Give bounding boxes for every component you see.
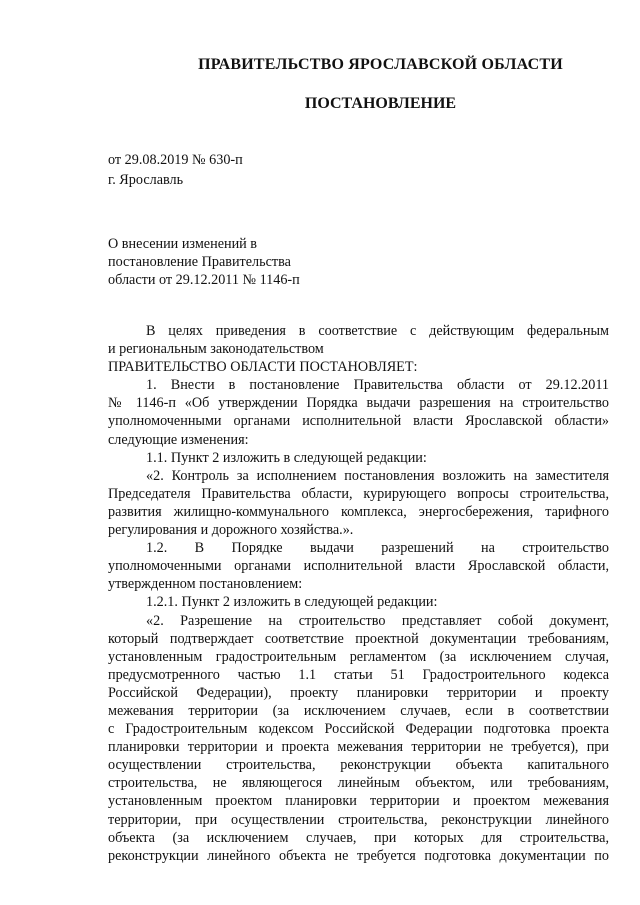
body-line: 1.2.1. Пункт 2 изложить в следующей редакции:: [146, 594, 438, 611]
government-title: ПРАВИТЕЛЬСТВО ЯРОСЛАВСКОЙ ОБЛАСТИ: [198, 56, 563, 73]
body-line: Председателя Правительства области, курирующего вопросы строительства,: [108, 485, 609, 502]
document-type: ПОСТАНОВЛЕНИЕ: [304, 95, 457, 112]
body-line: Российской Федерации), проекту планировки территории и проекту: [108, 684, 609, 701]
body-line: объекта (за исключением случаев, при которых для строительства,: [108, 829, 609, 846]
body-line: уполномоченными органами исполнительной власти Ярославской области,: [108, 558, 609, 575]
body-line: территории, при осуществлении строительства, реконструкции линейного: [108, 811, 609, 828]
body-line: развития жилищно-коммунального комплекса, энергосбережения, тарифного: [108, 503, 609, 520]
body-line: осуществлении строительства, реконструкции объекта капитального: [108, 757, 609, 774]
body-line: утвержденном постановлением:: [108, 576, 303, 593]
body-line: уполномоченными органами исполнительной власти Ярославской области»: [108, 413, 609, 430]
body-line: строительства, не являющегося линейным объектом, или требованиям,: [108, 775, 609, 792]
document-meta: [108, 150, 243, 190]
document-subject: [108, 235, 300, 289]
body-line: 1.1. Пункт 2 изложить в следующей редакции:: [146, 449, 427, 466]
body-line: № 1146-п «Об утверждении Порядка выдачи разрешения на строительство: [108, 395, 609, 412]
date-number: от 29.08.2019 № 630-п: [108, 152, 243, 168]
body-line: который подтверждает соответствие проектной документации требованиям,: [108, 630, 609, 647]
city: г. Ярославль: [108, 172, 184, 188]
body-line: с Градостроительным кодексом Российской Федерации подготовка проекта: [108, 721, 609, 738]
body-line: В целях приведения в соответствие с действующим федеральным: [146, 323, 609, 339]
body-line: реконструкции линейного объекта не требуется подготовка документации по: [108, 847, 609, 864]
body-line: установленным проектом планировки территории и проектом межевания: [108, 793, 609, 810]
subject-line: О внесении изменений в: [108, 236, 258, 252]
body-line: регулирования и дорожного хозяйства.».: [108, 522, 354, 539]
body-line: «2. Разрешение на строительство представляет собой документ,: [146, 612, 609, 629]
body-line: «2. Контроль за исполнением постановления возложить на заместителя: [146, 467, 609, 484]
body-line: следующие изменения:: [108, 431, 249, 448]
body-line: ПРАВИТЕЛЬСТВО ОБЛАСТИ ПОСТАНОВЛЯЕТ:: [108, 359, 418, 376]
subject-line: постановление Правительства: [108, 254, 291, 270]
body-line: межевания территории (за исключением случаев, если в соответствии: [108, 702, 609, 719]
subject-line: области от 29.12.2011 № 1146-п: [108, 272, 300, 288]
body-line: планировки территории и проекта межевания территории не требуется), при: [108, 739, 609, 756]
body-line: установленным градостроительным регламентом (за исключением случая,: [108, 648, 609, 665]
body-line: 1.2. В Порядке выдачи разрешений на строительство: [146, 540, 609, 557]
document-body: [108, 322, 609, 865]
body-line: предусмотренного частью 1.1 статьи 51 Градостроительного кодекса: [108, 666, 609, 683]
body-line: и региональным законодательством: [108, 341, 324, 358]
body-line: 1. Внести в постановление Правительства области от 29.12.2011: [146, 377, 609, 394]
